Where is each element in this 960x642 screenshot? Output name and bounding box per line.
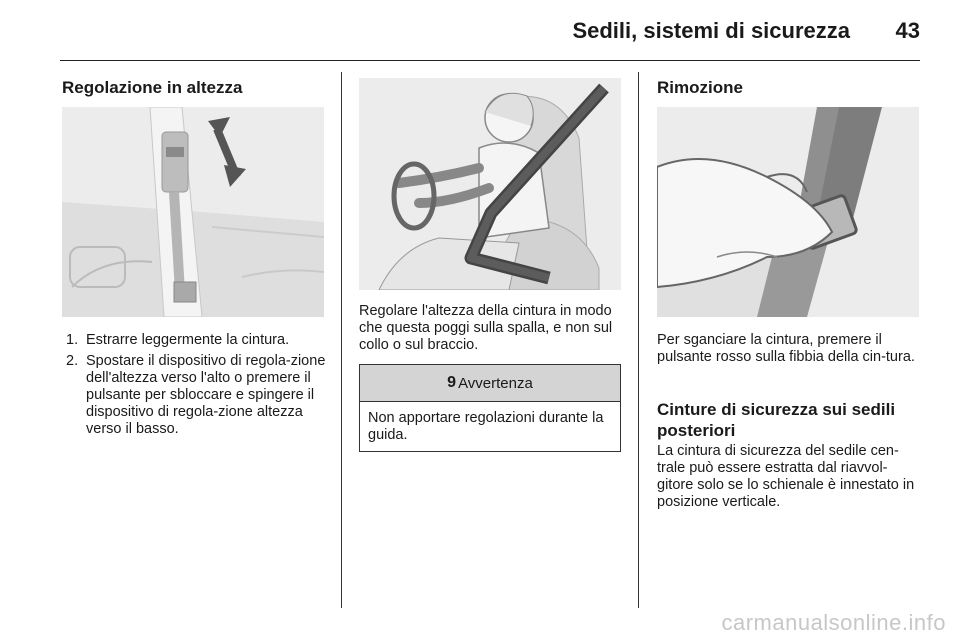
list-item bbox=[62, 332, 328, 349]
adjustment-steps-list bbox=[62, 332, 328, 442]
figure-belt-height-adjuster bbox=[62, 107, 324, 317]
column-divider-right bbox=[638, 72, 639, 608]
warning-title: Avvertenza bbox=[458, 374, 533, 392]
header-rule bbox=[60, 60, 920, 61]
step-text: Estrarre leggermente la cintura. bbox=[86, 332, 290, 348]
column-divider-left bbox=[341, 72, 342, 608]
rear-belts-text: La cintura di sicurezza del sedile cen-trale può essere estratta dal riavvol-gitore solo se lo schienale è innestato in posizione verticale. bbox=[657, 443, 915, 510]
page-header-title: Sedili, sistemi di sicurezza bbox=[572, 18, 850, 43]
section-heading-height-adjustment: Regolazione in altezza bbox=[62, 78, 243, 97]
warning-header bbox=[360, 365, 620, 402]
warning-box bbox=[359, 364, 621, 452]
section-heading-removal: Rimozione bbox=[657, 78, 743, 97]
warning-symbol-icon: 9 bbox=[447, 374, 457, 391]
step-text: Spostare il dispositivo di regola-zione dell'altezza verso l'alto o premere il pulsante per sbloccare e spingere il dispositivo di regola-zione altezza verso il basso. bbox=[86, 353, 326, 437]
warning-text: Non apportare regolazioni durante la guida. bbox=[368, 410, 604, 443]
list-item bbox=[62, 353, 328, 438]
step-number: 1. bbox=[66, 332, 79, 348]
removal-text: Per sganciare la cintura, premere il pulsante rosso sulla fibbia della cin-tura. bbox=[657, 332, 915, 365]
section-heading-rear-belts: Cinture di sicurezza sui sedili posteriori bbox=[657, 400, 896, 440]
figure-driver-seat-belt bbox=[359, 78, 621, 290]
step-number: 2. bbox=[66, 353, 79, 369]
page-number: 43 bbox=[895, 18, 920, 43]
watermark: carmanualsonline.info bbox=[721, 610, 946, 635]
belt-position-text: Regolare l'altezza della cintura in modo che questa poggi sulla spalla, e non sul collo o sul braccio. bbox=[359, 303, 613, 353]
figure-belt-buckle-release bbox=[657, 107, 919, 317]
